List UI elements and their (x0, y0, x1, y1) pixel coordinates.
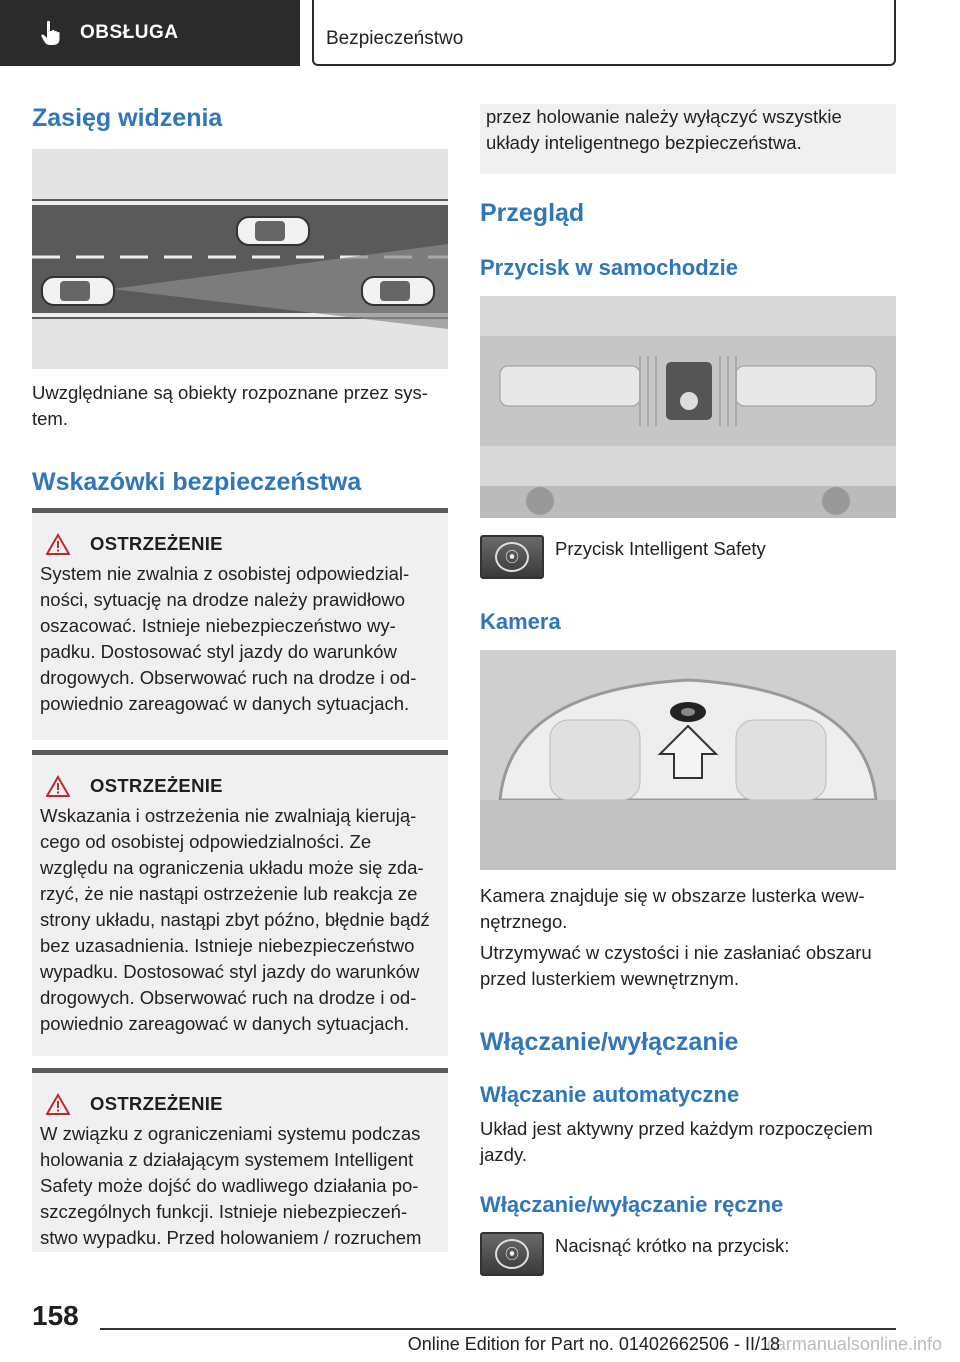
heading-button: Przycisk w samochodzie (480, 255, 738, 280)
edition-info: Online Edition for Part no. 01402662506 - II/18 (407, 1334, 780, 1354)
heading-onoff: Włączanie/wyłączanie (480, 1028, 739, 1056)
heading-camera: Kamera (480, 609, 561, 634)
warning-text: W związku z ograniczeniami systemu podczas holowania z działającym systemem Intelligent Safety może dojść do wadliwego działania po- szczególnych funkcji. Istnieje niebezpieczeń- stwo wypadku. Przed holowaniem / rozruchem (40, 1123, 422, 1248)
warning-box-3 (32, 1068, 448, 1252)
intelligent-safety-button-icon (480, 535, 544, 579)
safety-symbol-icon: ⦿ (495, 542, 529, 572)
intelligent-safety-button-icon (480, 1232, 544, 1276)
warning-box-2 (32, 750, 448, 1056)
range-illustration (32, 149, 448, 369)
section-tab (0, 0, 300, 66)
warning-text: Wskazania i ostrzeżenia nie zwalniają kierują- cego od osobistej odpowiedzialności. Ze względu na ograniczenia układu może się zda- rzyć, że nie nastąpi ostrzeżenie lub reakcja ze strony układu, nastąpi zbyt późno, błędnie bądź bez uzasadnienia. Istnieje niebezpieczeństwo wypadku. Dostosować styl jazdy do warunków drogowych. Obserwować ruch na drodze i od- powiednio zareagować w danych sytuacjach. (40, 805, 430, 1034)
watermark: carmanualsonline.info (766, 1334, 942, 1354)
footer-divider (100, 1328, 896, 1330)
dashboard-vents-illustration (480, 296, 896, 518)
warning-title: OSTRZEŻENIE (90, 775, 223, 796)
warning-triangle-icon (46, 533, 70, 555)
auto-text: Układ jest aktywny przed każdym rozpoczęciem jazdy. (480, 1118, 873, 1165)
heading-safety: Wskazówki bezpieczeństwa (32, 468, 362, 496)
hand-pointer-icon (40, 20, 62, 46)
warning-triangle-icon (46, 775, 70, 797)
warning-title: OSTRZEŻENIE (90, 533, 223, 554)
range-caption: Uwzględniane są obiekty rozpoznane przez sys- tem. (32, 382, 428, 429)
warning-title: OSTRZEŻENIE (90, 1093, 223, 1114)
car-front-icon (362, 277, 434, 305)
heading-range: Zasięg widzenia (32, 104, 223, 132)
page-number: 158 (32, 1300, 79, 1331)
warning-triangle-icon (46, 1093, 70, 1115)
warning-text: System nie zwalnia z osobistej odpowiedzial- ności, sytuację na drodze należy prawidłowo oszacować. Istnieje niebezpieczeństwo wy- padku. Dostosować styl jazdy do warunków drogowych. Obserwować ruch na drodze i od- powiednio zareagować w danych sytuacjach. (40, 563, 417, 714)
heading-overview: Przegląd (480, 199, 585, 227)
warning-box-1 (32, 508, 448, 740)
chapter-title: Bezpieczeństwo (312, 0, 896, 66)
car-ego-icon (42, 277, 114, 305)
car-adjacent-icon (237, 217, 309, 245)
button-caption: Przycisk Intelligent Safety (555, 538, 766, 559)
section-tab-label: OBSŁUGA (80, 22, 179, 43)
camera-text-2: Utrzymywać w czystości i nie zasłaniać obszaru przed lusterkiem wewnętrznym. (480, 942, 872, 989)
heading-manual: Włączanie/wyłączanie ręczne (480, 1192, 784, 1217)
dashboard-photo (480, 296, 896, 518)
safety-symbol-icon: ⦿ (495, 1239, 529, 1269)
warning-continuation: przez holowanie należy wyłączyć wszystkie układy inteligentnego bezpieczeństwa. (480, 104, 896, 174)
heading-auto: Włączanie automatyczne (480, 1082, 740, 1107)
camera-photo (480, 650, 896, 870)
camera-text-1: Kamera znajduje się w obszarze lusterka wew- nętrznego. (480, 885, 865, 932)
windshield-camera-illustration (480, 650, 896, 870)
manual-text: Nacisnąć krótko na przycisk: (555, 1235, 790, 1256)
road-diagram (32, 149, 448, 369)
